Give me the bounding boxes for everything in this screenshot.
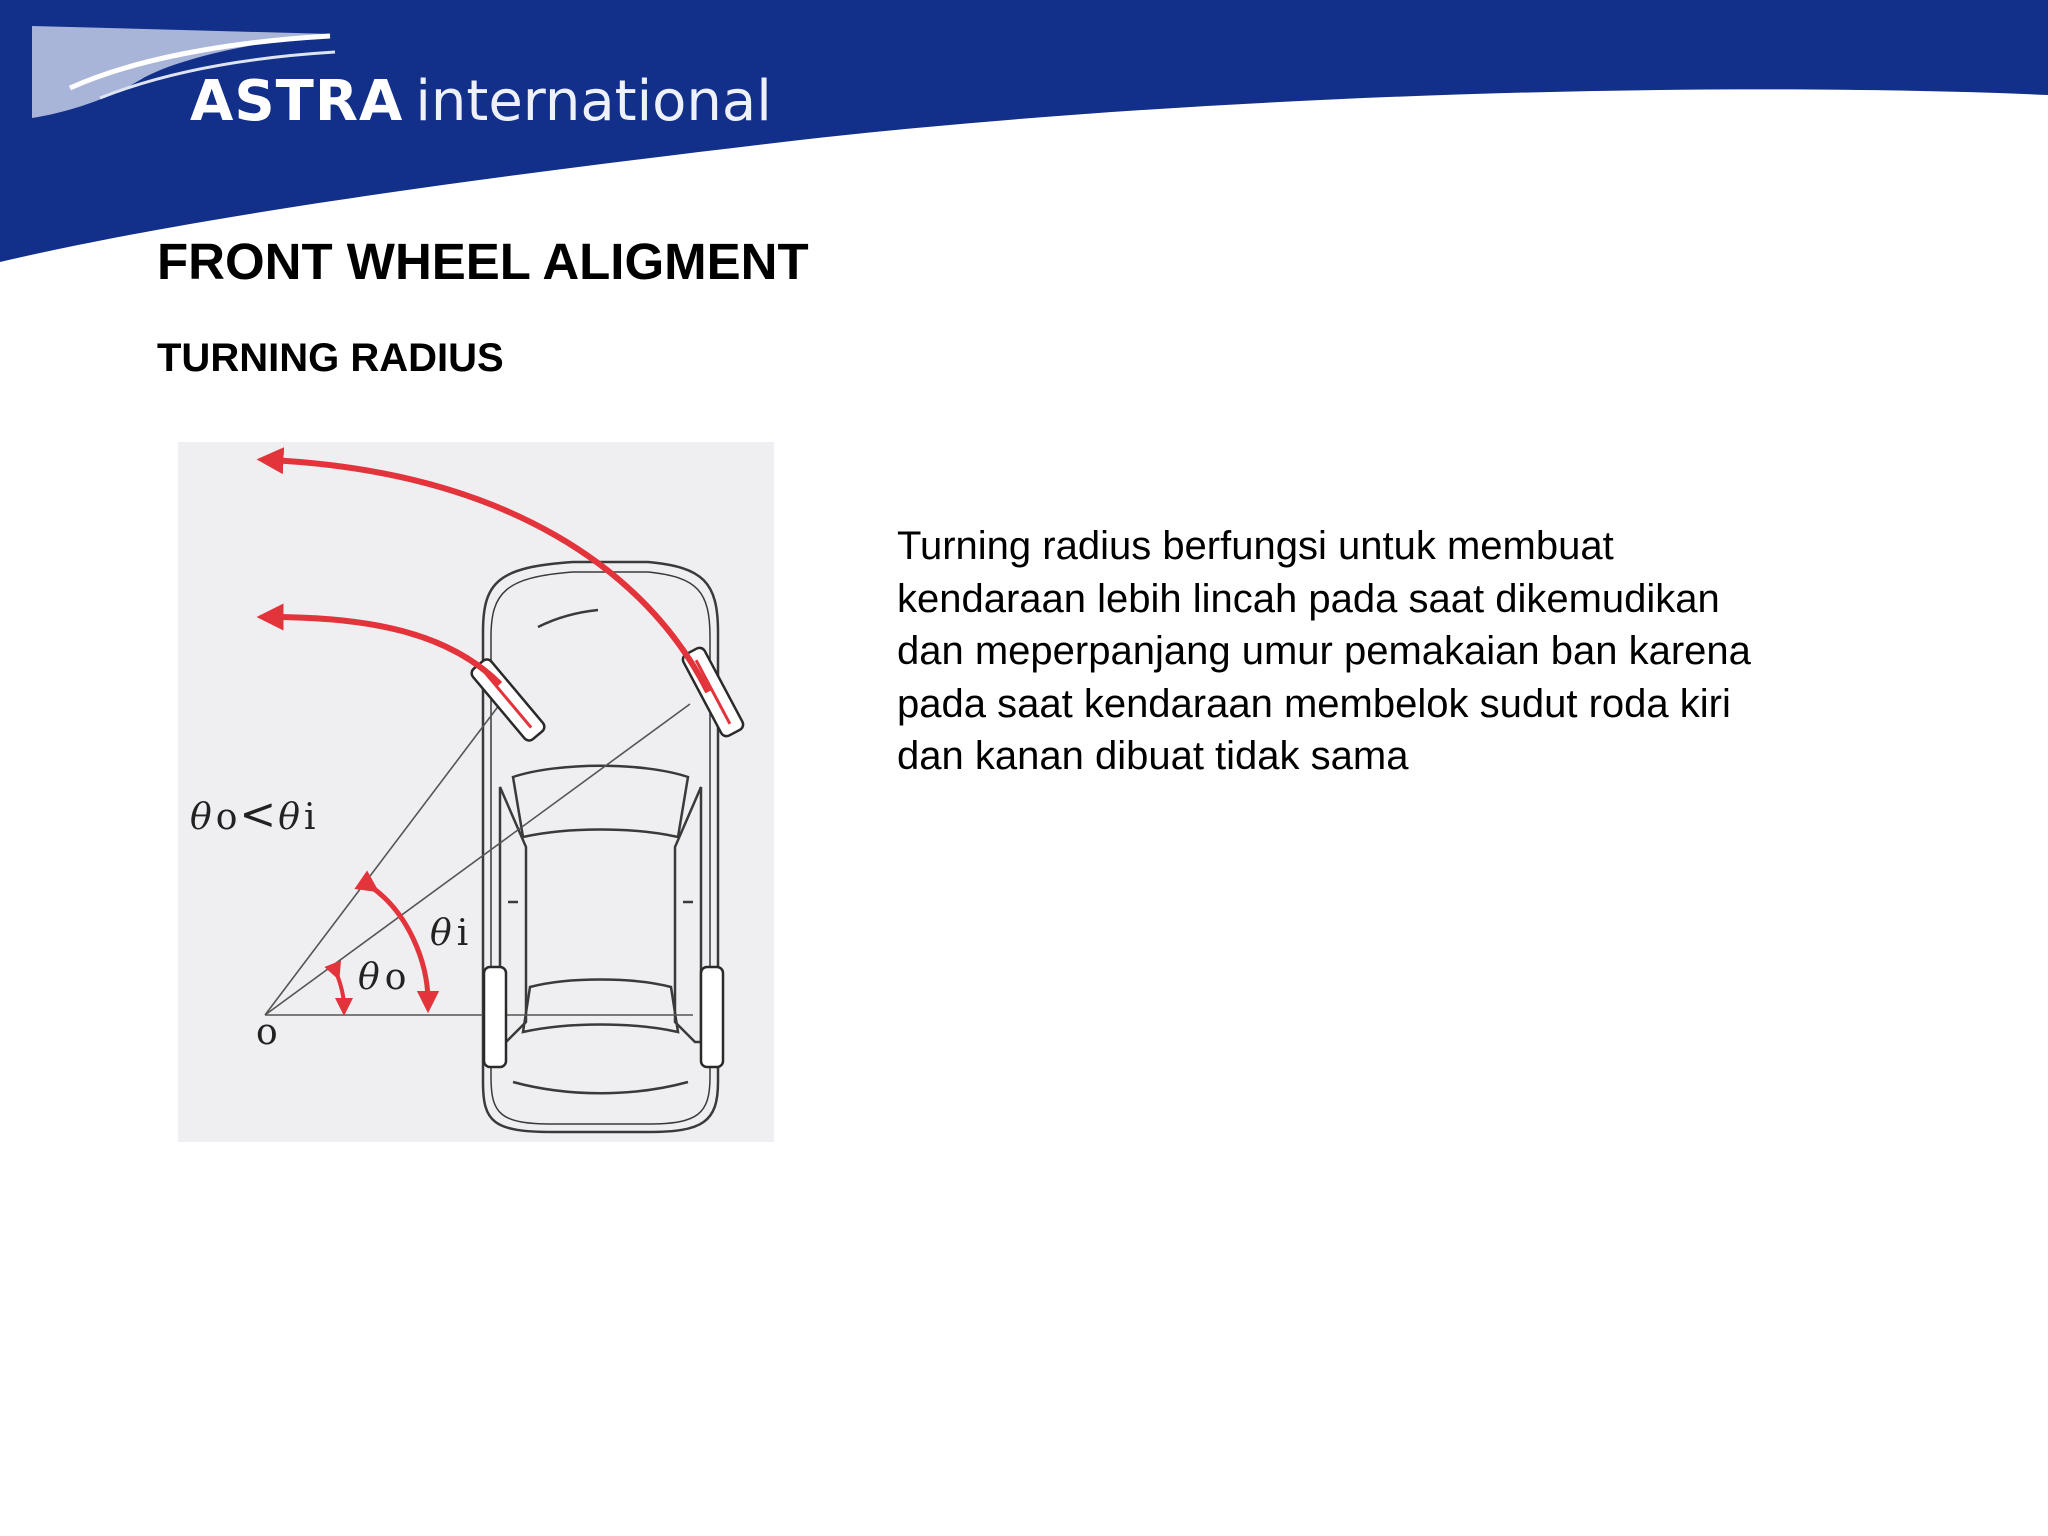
body-paragraph [897,520,1897,783]
rear-right-wheel [701,967,723,1067]
relation-theta-i-symbol: θ [278,797,300,838]
relation-i-sub: i [303,797,316,838]
body-line: pada saat kendaraan membelok sudut roda kiri [897,681,1731,726]
brand-strong-text: ASTRA [190,69,404,134]
theta-o-sub: o [384,957,407,998]
origin-label: o [256,1012,278,1053]
relation-theta-o-symbol: θ [190,797,212,838]
theta-i-sub: i [456,913,469,954]
turning-radius-diagram [178,442,774,1142]
body-line: dan kanan dibuat tidak sama [897,734,1409,778]
theta-i-symbol: θ [430,913,452,954]
body-line: Turning radius berfungsi untuk membuat [897,524,1614,568]
astra-logo-text [190,70,772,134]
angle-relation-label [190,789,315,840]
page-title: FRONT WHEEL ALIGMENT [157,233,809,290]
rear-left-wheel [484,967,506,1067]
body-line: kendaraan lebih lincah pada saat dikemudikan [897,576,1720,621]
body-line: dan meperpanjang umur pemakaian ban karena [897,629,1751,673]
brand-light-text: international [415,69,772,134]
theta-o-symbol: θ [358,957,380,998]
section-title: TURNING RADIUS [157,336,504,380]
relation-less-than: < [239,789,277,840]
theta-i-label [430,913,468,954]
relation-o-sub: o [215,797,238,838]
